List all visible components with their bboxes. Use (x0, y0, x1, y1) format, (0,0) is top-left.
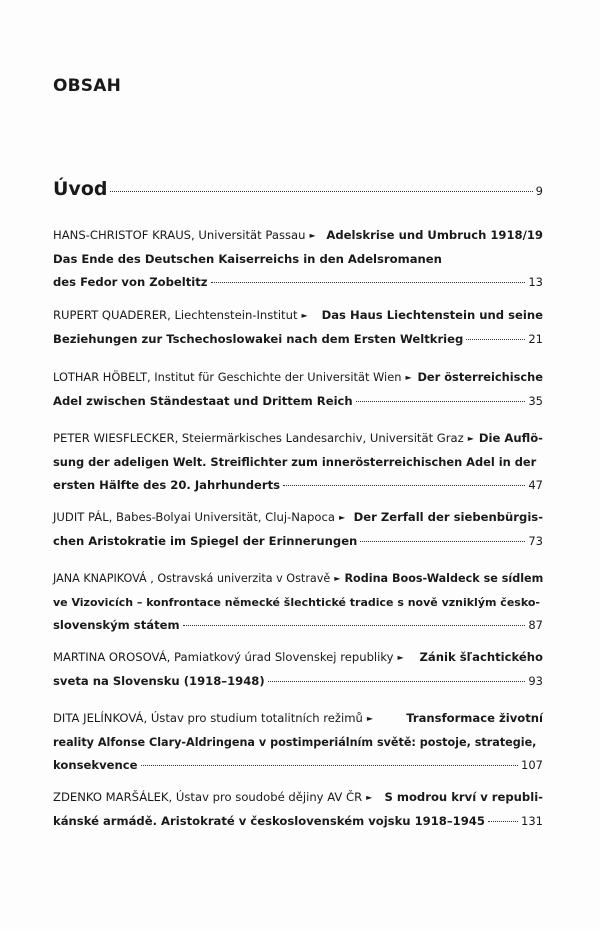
toc-entry[interactable] (53, 786, 543, 833)
entry-title: Der Zerfall der siebenbürgis- (353, 510, 543, 524)
entry-title: Beziehungen zur Tschechoslowakei nach dem Ersten Weltkrieg (53, 332, 464, 346)
entry-title: sveta na Slovensku (1918–1948) (53, 674, 265, 688)
entry-author: MARTINA OROSOVÁ, Pamiatkový úrad Slovenskej republiky (53, 650, 394, 664)
entry-page-number: 35 (528, 394, 543, 408)
toc-entry[interactable] (53, 366, 543, 413)
entry-page-number: 93 (528, 674, 543, 688)
toc-entry[interactable] (53, 646, 543, 693)
toc-entry-intro[interactable] (53, 178, 543, 200)
dot-leader (211, 282, 526, 283)
entry-title: Zánik šľachtického (419, 650, 543, 664)
entry-title: chen Aristokratie im Spiegel der Erinnerungen (53, 534, 358, 548)
entry-title: Der österreichische (417, 370, 543, 384)
page-title: OBSAH (53, 76, 122, 96)
dot-leader (141, 765, 519, 766)
entry-author: ZDENKO MARŠÁLEK, Ústav pro soudobé dějiny AV ČR (53, 790, 363, 804)
entry-title: S modrou krví v republi- (384, 790, 543, 804)
dot-leader (110, 191, 532, 192)
entry-page-number: 107 (521, 758, 543, 772)
entry-page-number: 87 (528, 618, 543, 632)
arrow-icon: ► (366, 793, 373, 802)
dot-leader (268, 681, 526, 682)
toc-entry[interactable] (53, 567, 543, 637)
arrow-icon: ► (397, 653, 404, 662)
entry-title: Adel zwischen Ständestaat und Drittem Reich (53, 394, 353, 408)
entry-title: ve Vizovicích – konfrontace německé šlechtické tradice s nově vzniklým česko- (53, 596, 540, 609)
entry-author: HANS-CHRISTOF KRAUS, Universität Passau (53, 228, 306, 242)
entry-author: LOTHAR HÖBELT, Institut für Geschichte der Universität Wien (53, 370, 402, 384)
toc-entry[interactable] (53, 506, 543, 553)
entry-title: Rodina Boos-Waldeck se sídlem (344, 572, 544, 585)
entry-page-number: 13 (528, 275, 543, 289)
toc-entry[interactable] (53, 304, 543, 351)
dot-leader (488, 821, 518, 822)
arrow-icon: ► (301, 311, 308, 320)
entry-title: ersten Hälfte des 20. Jahrhunderts (53, 478, 281, 492)
arrow-icon: ► (467, 434, 474, 443)
toc-entry[interactable] (53, 224, 543, 294)
entry-author: PETER WIESFLECKER, Steiermärkisches Landesarchiv, Universität Graz (53, 431, 464, 445)
entry-title: Die Auflö- (478, 431, 543, 445)
entry-author: RUPERT QUADERER, Liechtenstein-Institut (53, 308, 298, 322)
entry-title: Transformace životní (406, 711, 543, 725)
arrow-icon: ► (334, 574, 341, 583)
dot-leader (466, 339, 525, 340)
entry-title: slovenským státem (53, 618, 180, 632)
dot-leader (356, 401, 526, 402)
dot-leader (183, 625, 526, 626)
entry-author: JUDIT PÁL, Babes-Bolyai Universität, Cluj-Napoca (53, 510, 335, 524)
entry-title: reality Alfonse Clary-Aldringena v postimperiálním světě: postoje, strategie, (53, 736, 537, 749)
entry-title: Adelskrise und Umbruch 1918/19 (326, 228, 543, 242)
arrow-icon: ► (338, 513, 346, 522)
intro-title: Úvod (53, 178, 108, 200)
entry-title: des Fedor von Zobeltitz (53, 275, 208, 289)
entry-page-number: 131 (521, 814, 543, 828)
intro-page-number: 9 (535, 184, 543, 198)
toc-entry[interactable] (53, 707, 543, 777)
entry-title: Das Ende des Deutschen Kaiserreichs in den Adelsromanen (53, 252, 442, 266)
entry-title: sung der adeligen Welt. Streiflichter zum innerösterreichischen Adel in der (53, 455, 537, 469)
entry-page-number: 73 (528, 534, 543, 548)
entry-title: konsekvence (53, 758, 138, 772)
toc-entry[interactable] (53, 427, 543, 497)
arrow-icon: ► (405, 373, 412, 382)
entry-page-number: 21 (528, 332, 543, 346)
arrow-icon: ► (309, 231, 316, 240)
dot-leader (360, 541, 525, 542)
entry-author: JANA KNAPIKOVÁ , Ostravská univerzita v Ostravě (53, 572, 331, 585)
entry-author: DITA JELÍNKOVÁ, Ústav pro studium totalitních režimů (53, 711, 363, 725)
entry-title: kánské armádě. Aristokraté v československém vojsku 1918–1945 (53, 814, 485, 828)
arrow-icon: ► (366, 714, 374, 723)
entry-title: Das Haus Liechtenstein und seine (321, 308, 543, 322)
dot-leader (283, 485, 525, 486)
entry-page-number: 47 (528, 478, 543, 492)
